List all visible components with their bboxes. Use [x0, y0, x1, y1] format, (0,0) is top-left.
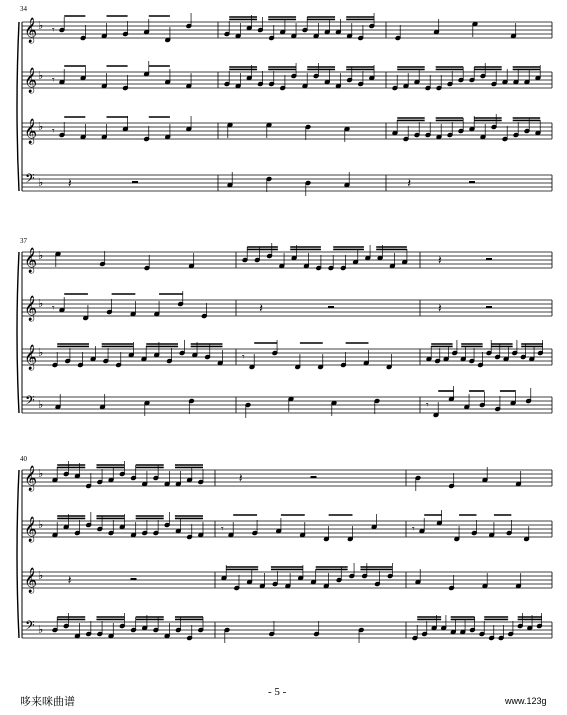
quarter-rest-icon: 𝄽 [238, 471, 243, 485]
treble-clef-icon: 𝄞 [24, 68, 38, 93]
flat-icon: ♭ [38, 120, 44, 133]
flat-icon: ♭ [38, 346, 44, 359]
footer-site-name: 哆来咪曲谱 [20, 695, 75, 708]
flat-icon: ♭ [38, 19, 44, 32]
flat-icon: ♭ [38, 569, 44, 582]
eighth-rest-icon: 𝄾 [426, 400, 429, 411]
flat-icon: ♭ [38, 297, 44, 310]
treble-clef-icon: 𝄞 [24, 119, 38, 144]
half-rest-icon [311, 476, 317, 478]
flat-icon: ♭ [38, 398, 44, 411]
quarter-rest-icon: 𝄽 [438, 253, 442, 267]
quarter-rest-icon: 𝄽 [68, 176, 72, 190]
system-bracket [17, 470, 19, 638]
flat-icon: ♭ [38, 518, 44, 531]
bass-clef-icon: 𝄢 [25, 393, 35, 411]
flat-icon: ♭ [38, 249, 44, 262]
flat-icon: ♭ [38, 623, 44, 636]
quarter-rest-icon: 𝄽 [67, 573, 72, 587]
measure-number-system-3: 40 [20, 455, 27, 463]
measure-number-system-1: 34 [20, 5, 27, 13]
treble-clef-icon: 𝄞 [24, 248, 38, 273]
treble-clef-icon: 𝄞 [24, 466, 38, 491]
eighth-rest-icon: 𝄾 [52, 25, 55, 36]
flat-icon: ♭ [38, 176, 44, 189]
half-rest-icon [131, 578, 137, 580]
treble-clef-icon: 𝄞 [24, 296, 38, 321]
quarter-rest-icon: 𝄽 [407, 176, 412, 190]
bass-clef-icon: 𝄢 [25, 618, 35, 636]
half-rest-icon [486, 306, 492, 308]
bass-clef-icon: 𝄢 [25, 171, 35, 189]
quarter-rest-icon: 𝄽 [438, 301, 442, 315]
measure-number-system-2: 37 [20, 237, 27, 245]
half-rest-icon [328, 306, 334, 308]
eighth-rest-icon: 𝄾 [412, 524, 415, 535]
system-bracket [17, 252, 19, 413]
page-number: - 5 - [268, 686, 287, 698]
eighth-rest-icon: 𝄾 [242, 352, 245, 363]
treble-clef-icon: 𝄞 [24, 568, 38, 593]
flat-icon: ♭ [38, 69, 44, 82]
half-rest-icon [486, 258, 492, 260]
half-rest-icon [132, 181, 138, 183]
treble-clef-icon: 𝄞 [24, 345, 38, 370]
half-rest-icon [469, 181, 475, 183]
treble-clef-icon: 𝄞 [24, 517, 38, 542]
flat-icon: ♭ [38, 467, 44, 480]
treble-clef-icon: 𝄞 [24, 18, 38, 43]
eighth-rest-icon: 𝄾 [52, 75, 55, 86]
eighth-rest-icon: 𝄾 [221, 524, 224, 535]
eighth-rest-icon: 𝄾 [52, 303, 55, 314]
eighth-rest-icon: 𝄾 [52, 126, 55, 137]
system-bracket [17, 22, 19, 191]
footer-url: www.123g [505, 696, 547, 706]
quarter-rest-icon: 𝄽 [259, 301, 263, 315]
